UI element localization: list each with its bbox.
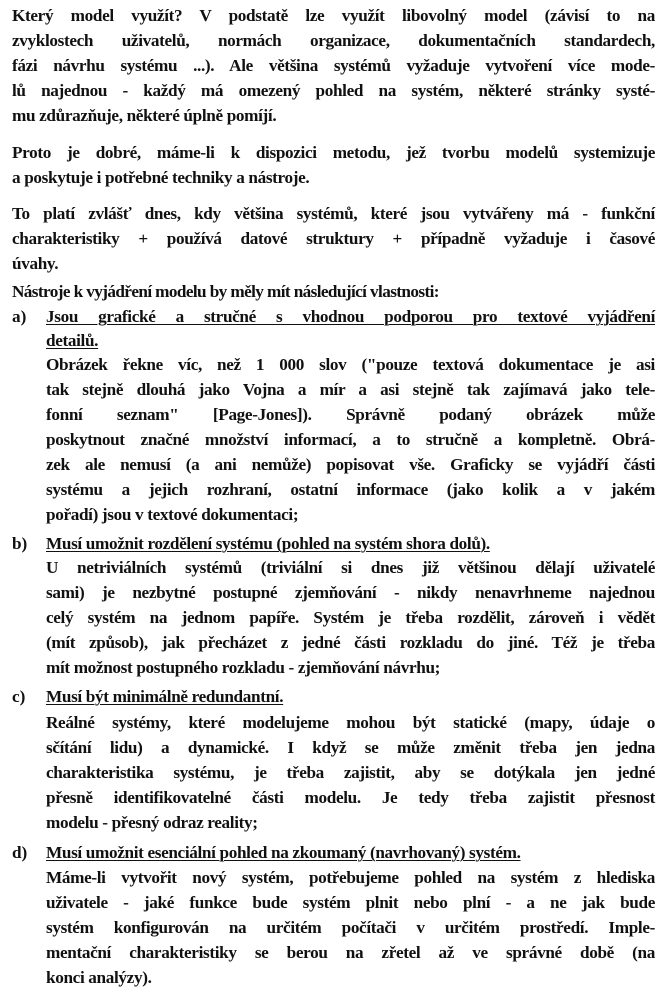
item-title: Musí umožnit rozdělení systému (pohled na systém shora dolů). bbox=[46, 534, 490, 553]
text-line: přesně identifikovatelné části modelu. Je tedy třeba zajistit přesnost bbox=[46, 788, 655, 807]
text-line: a poskytuje i potřebné techniky a nástroje. bbox=[12, 168, 310, 187]
text-line: To platí zvlášť dnes, kdy většina systémů, které jsou vytvářeny má - funkční bbox=[12, 204, 655, 223]
text-line: úvahy. bbox=[12, 254, 59, 273]
text-line: tak stejně dlouhá jako Vojna a mír a asi stejně tak zajímavá jako tele- bbox=[46, 380, 655, 399]
list-marker: a) bbox=[12, 307, 27, 326]
text-line: systému a jejich rozhraní, ostatní informace (jako kolik a v jakém bbox=[46, 480, 655, 499]
text-line: mentační charakteristiky se berou na zřetel až ve správné době (na bbox=[46, 943, 655, 962]
list-marker: c) bbox=[12, 687, 26, 706]
text-line: sami) je nezbytné postupné zjemňování - nikdy nenavrhneme najednou bbox=[46, 583, 655, 602]
text-line: zvyklostech uživatelů, normách organizace, dokumentačních standardech, bbox=[12, 31, 655, 50]
text-line: Reálné systémy, které modelujeme mohou být statické (mapy, údaje o bbox=[46, 713, 655, 732]
text-line: charakteristika systému, je třeba zajistit, aby se dotýkala jen jedné bbox=[46, 763, 655, 782]
text-line: charakteristiky + používá datové struktury + případně vyžaduje i časové bbox=[12, 229, 655, 248]
text-line: Proto je dobré, máme-li k dispozici metodu, jež tvorbu modelů systemizuje bbox=[12, 143, 655, 162]
list-marker: d) bbox=[12, 843, 28, 862]
text-line: lů najednou - každý má omezený pohled na systém, některé stránky systé- bbox=[12, 81, 655, 100]
text-line: poskytnout značné množství informací, a to stručně a kompletně. Obrá- bbox=[46, 430, 655, 449]
text-line: Obrázek řekne víc, než 1 000 slov ("pouze textová dokumentace je asi bbox=[46, 355, 655, 374]
item-title: Musí být minimálně redundantní. bbox=[46, 687, 284, 706]
text-line: systém konfigurován na určitém počítači v určitém prostředí. Imple- bbox=[46, 918, 655, 937]
text-line: mít možnost postupného rozkladu - zjemňování návrhu; bbox=[46, 658, 441, 677]
text-line: Který model využít? V podstatě lze využít libovolný model (závisí to na bbox=[12, 6, 655, 25]
text-line: zek ale nemusí (a ani nemůže) popisovat vše. Graficky se vyjádří části bbox=[46, 455, 655, 474]
text-line: pořadí) jsou v textové dokumentaci; bbox=[46, 505, 299, 524]
list-marker: b) bbox=[12, 534, 28, 553]
text-line: konci analýzy). bbox=[46, 968, 152, 987]
section-heading: Nástroje k vyjádření modelu by měly mít následující vlastnosti: bbox=[12, 282, 439, 301]
text-line: sčítání lidu) a dynamické. I když se může změnit třeba jen jedna bbox=[46, 738, 655, 757]
text-line: mu zdůrazňuje, některé úplně pomíjí. bbox=[12, 106, 277, 125]
text-line: U netriviálních systémů (triviální si dnes již většinou dělají uživatelé bbox=[46, 558, 655, 577]
text-line: Máme-li vytvořit nový systém, potřebujeme pohled na systém z hlediska bbox=[46, 868, 655, 887]
text-line: (mít způsob), jak přecházet z jedné části rozkladu do jiné. Též je třeba bbox=[46, 633, 655, 652]
text-line: fázi návrhu systému ...). Ale většina systémů vyžaduje vytvoření více mode- bbox=[12, 56, 655, 75]
item-title: detailů. bbox=[46, 331, 99, 350]
text-line: uživatele - jaké funkce bude systém plnit nebo plní - a ne jak bude bbox=[46, 893, 655, 912]
text-line: modelu - přesný odraz reality; bbox=[46, 813, 258, 832]
text-line: celý systém na jednom papíře. Systém je třeba rozdělit, zároveň i vědět bbox=[46, 608, 655, 627]
item-title: Jsou grafické a stručné s vhodnou podporou pro textové vyjádření bbox=[46, 307, 655, 326]
text-line: fonní seznam" [Page-Jones]). Správně podaný obrázek může bbox=[46, 405, 655, 424]
item-title: Musí umožnit esenciální pohled na zkoumaný (navrhovaný) systém. bbox=[46, 843, 521, 862]
